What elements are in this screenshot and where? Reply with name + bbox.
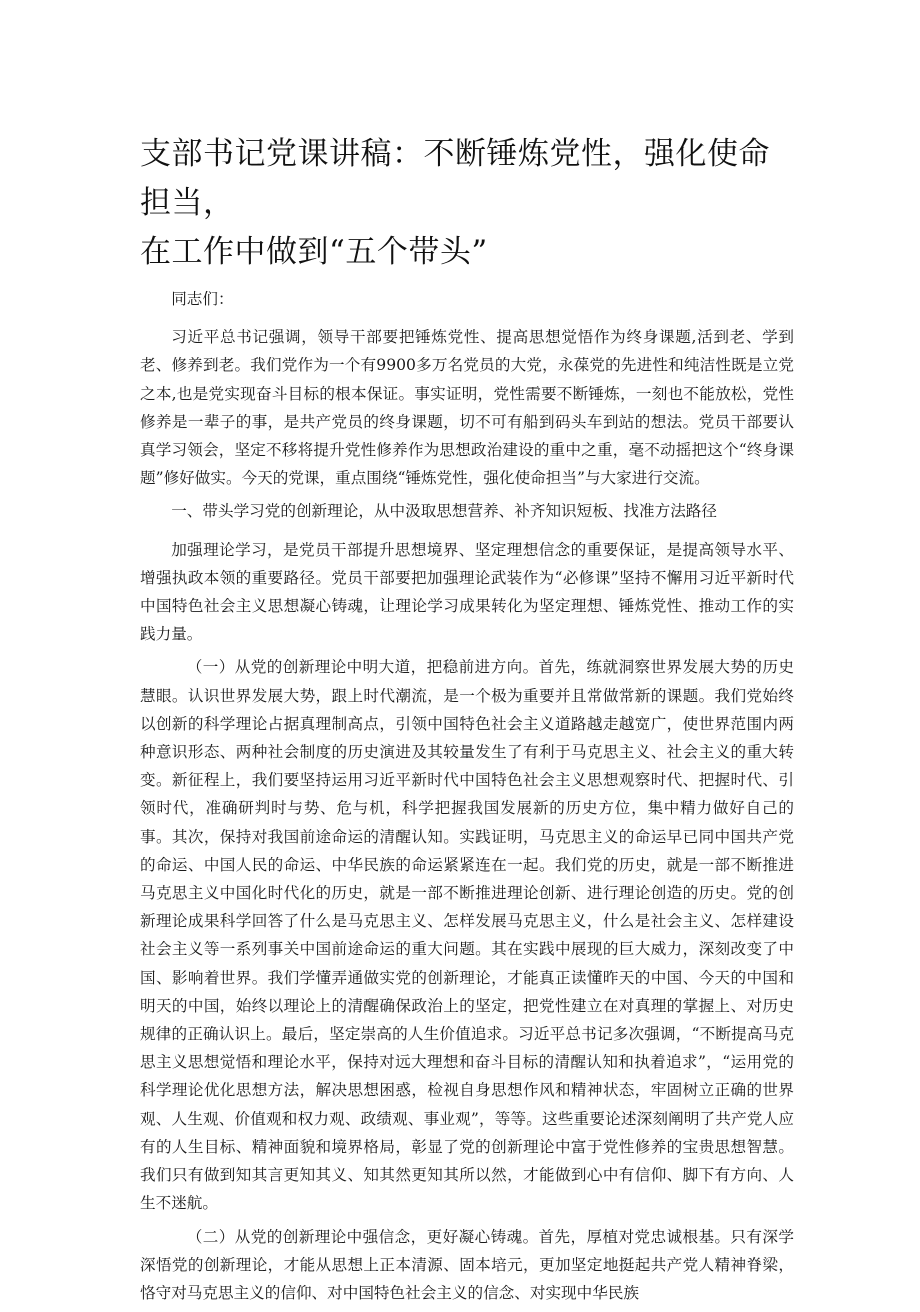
- title-line-1: 支部书记党课讲稿：不断锤炼党性，强化使命担当，: [140, 136, 770, 221]
- subsection-2-paragraph: （二）从党的创新理论中强信念，更好凝心铸魂。首先，厚植对党忠诚根基。只有深学深悟党的创新理论，才能从思想上正本清源、固本培元，更加坚定地挺起共产党人精神脊梁，恪守对马克思主义的信仰、对中国特色社会主义的信念、对实现中华民族: [140, 1227, 794, 1302]
- section-1-paragraph: 加强理论学习，是党员干部提升思想境界、坚定理想信念的重要保证，是提高领导水平、增强执政本领的重要路径。党员干部要把加强理论武装作为“必修课”坚持不懈用习近平新时代中国特色社会主义思想凝心铸魂，让理论学习成果转化为坚定理想、锤炼党性、推动工作的实践力量。: [140, 540, 794, 644]
- document-page: [140, 130, 794, 1312]
- subsection-1-paragraph: （一）从党的创新理论中明大道，把稳前进方向。首先，练就洞察世界发展大势的历史慧眼。认识世界发展大势，跟上时代潮流，是一个极为重要并且常做常新的课题。我们党始终以创新的科学理论占据真理制高点，引领中国特色社会主义道路越走越宽广，使世界范围内两种意识形态、两种社会制度的历史演进及其较量发生了有利于马克思主义、社会主义的重大转变。新征程上，我们要坚持运用习近平新时代中国特色社会主义思想观察时代、把握时代、引领时代，准确研判时与势、危与机，科学把握我国发展新的历史方位，集中精力做好自己的事。其次，保持对我国前途命运的清醒认知。实践证明，马克思主义的命运早已同中国共产党的命运、中国人民的命运、中华民族的命运紧紧连在一起。我们党的历史，就是一部不断推进马克思主义中国化时代化的历史，就是一部不断推进理论创新、进行理论创造的历史。党的创新理论成果科学回答了什么是马克思主义、怎样发展马克思主义，什么是社会主义、怎样建设社会主义等一系列事关中国前途命运的重大问题。其在实践中展现的巨大威力，深刻改变了中国、影响着世界。我们学懂弄通做实党的创新理论，才能真正读懂昨天的中国、今天的中国和明天的中国，始终以理论上的清醒确保政治上的坚定，把党性建立在对真理的掌握上、对历史规律的正确认识上。最后，坚定崇高的人生价值追求。习近平总书记多次强调，“不断提高马克思主义思想觉悟和理论水平，保持对远大理想和奋斗目标的清醒认知和执着追求”，“运用党的科学理论优化思想方法，解决思想困惑，检视自身思想作风和精神状态，牢固树立正确的世界观、人生观、价值观和权力观、政绩观、事业观”，等等。这些重要论述深刻阐明了共产党人应有的人生目标、精神面貌和境界格局，彰显了党的创新理论中富于党性修养的宝贵思想智慧。我们只有做到知其言更知其义、知其然更知其所以然，才能做到心中有信仰、脚下有方向、人生不迷航。: [140, 658, 794, 1213]
- intro-paragraph: 习近平总书记强调，领导干部要把锤炼党性、提高思想觉悟作为终身课题,活到老、学到老、修养到老。我们党作为一个有9900多万名党员的大党，永葆党的先进性和纯洁性既是立党之本,也是党实现奋斗目标的根本保证。事实证明，党性需要不断锤炼，一刻也不能放松，党性修养是一辈子的事，是共产党员的终身课题，切不可有船到码头车到站的想法。党员干部要认真学习领会，坚定不移将提升党性修养作为思想政治建设的重中之重，毫不动摇把这个“终身课题”修好做实。今天的党课，重点围绕“锤炼党性，强化使命担当”与大家进行交流。: [140, 328, 794, 488]
- salutation: 同志们：: [171, 290, 234, 308]
- title-line-2: 在工作中做到“五个带头”: [140, 234, 488, 270]
- section-heading-1: 一、带头学习党的创新理论，从中汲取思想营养、补齐知识短板、找准方法路径: [171, 502, 717, 521]
- document-title: [140, 130, 794, 277]
